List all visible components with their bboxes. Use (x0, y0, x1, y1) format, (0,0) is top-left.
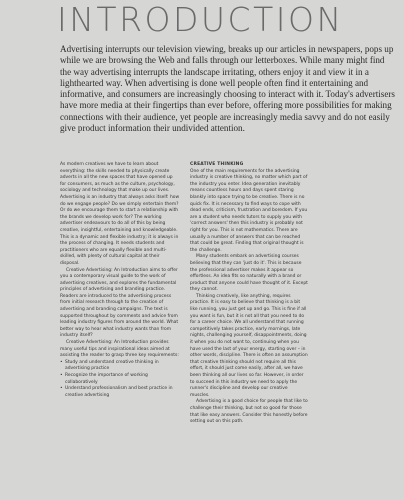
list-item: • Recognize the importance of working collaboratively (60, 373, 180, 386)
page-title: INTRODUCTION (57, 0, 344, 39)
right-paragraph-1: One of the main requirements for the advertising industry is creative thinking, no matter which part of the industry you enter. Idea generation inevitably means countless hours and days spent staring blankly into space trying to be creative. There is no quick fix. It is necessary to find ways to cope with dead ends, criticism, frustration and boredom. If you are a student who needs tutors to supply you with 'correct answers' then this industry is probably not right for you. This is not mathematics. There are usually a number of answers that can be reached that could be great. Finding that original thought is the challenge. (190, 168, 308, 253)
right-paragraph-2: Many students embark on advertising courses believing that they can 'just do it'. This is because the professional advertiser makes it appear so effortless. An idea fits so naturally with a brand or product that anyone could have thought of it. Except they cannot. (190, 254, 308, 293)
lead-paragraph: Advertising interrupts our television viewing, breaks up our articles in newspapers, pops up while we are browsing the Web and falls through our letterboxes. While many might find the way advertising interrupts the landscape irritating, others enjoy it and view it in a lighthearted way. When advertising is done well people often find it entertaining and informative, and consumers are increasingly choosing to interact with it. Today's advertisers have more media at their fingertips than ever before, offering more possibilities for making connections with their audience, yet people are increasingly media savvy and do not easily give product information their undivided attention. (60, 44, 395, 134)
left-paragraph-3: Creative Advertising: An Introduction provides many useful tips and inspirational ideas aimed at assisting the reader to grasp three key requirements: (60, 340, 179, 359)
left-paragraph-1: As modern creatives we have to learn about everything: the skills needed to physically create adverts in all the new spaces that have opened up for consumers, as much as the culture, psychology, sociology and technology that make up our lives. Advertising is an industry that always asks itself: how do we engage people? Do we simply entertain them? Or do we encourage them to start a relationship with the brands we develop work for? The working advertiser endeavours to do all of this by being creative, insightful, entertaining and knowledgeable. This is a dynamic and flexible industry; it is always in the process of changing. It needs students and practitioners who are equally flexible and multi-skilled, with plenty of cultural capital at their disposal. (60, 162, 180, 266)
left-column (60, 162, 180, 399)
right-paragraph-4: Advertising is a good choice for people that like to challenge their thinking, but not so good for those that like easy answers. Consider this honestly before setting out on this path. (190, 399, 308, 425)
list-item: • Study and understand creative thinking in advertising practice (60, 360, 180, 373)
requirements-list (60, 360, 180, 400)
left-paragraph-2: Creative Advertising: An Introduction aims to offer you a contemporary visual guide to the work of advertising creatives, and explores the fundamental principles of advertising and branding practice. Readers are introduced to the advertising process from initial research through to the creation of advertising and branding campaigns. The text is supported throughout by comments and advice from leading industry figures from around the world. What better way to hear what industry wants than from industry itself? (60, 267, 179, 339)
section-heading: CREATIVE THINKING (190, 162, 244, 167)
right-column (190, 162, 308, 426)
right-paragraph-3: Thinking creatively, like anything, requires practice. It is easy to believe that thinking is a bit like running, you just get up and go. This is fine if all you want is fun, but it is not all that you need to do for a career choice. We all understand that running competitively takes practice, early mornings, late nights, challenging yourself, disappointments, doing it when you do not want to, continuing when you have used the last of your energy, starting over – in other words, discipline. There is often an assumption that creative thinking should not require all this effort, it should just come easily, after all, we have been thinking all our lives so far. However, in order to succeed in this industry we need to apply the runner's discipline and develop our creative muscles. (190, 293, 308, 398)
list-item: • Understand professionalism and best practice in creative advertising (60, 386, 180, 399)
